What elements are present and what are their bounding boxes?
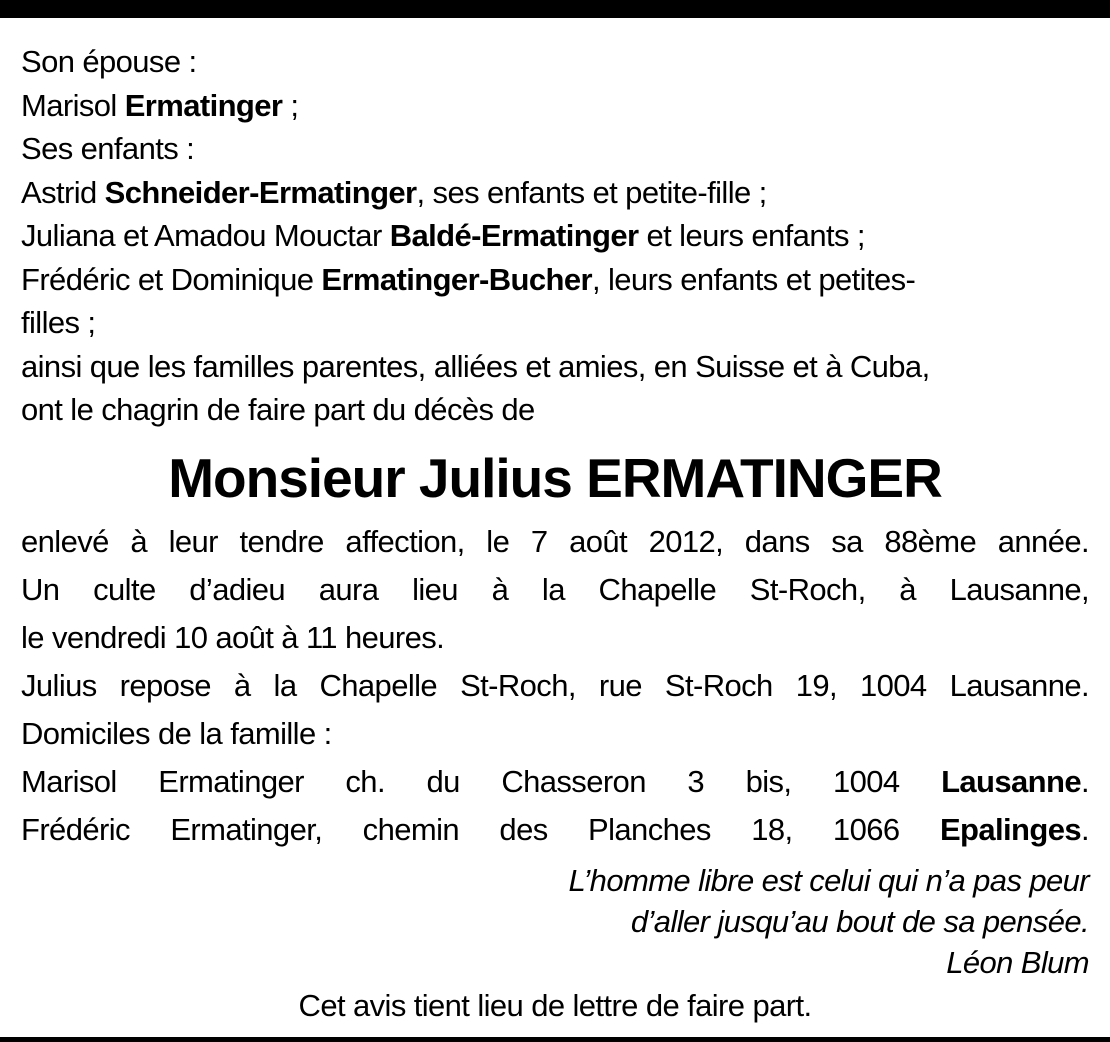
spouse-surname: Ermatinger <box>124 87 283 123</box>
family-line-child-frederic: Frédéric et Dominique Ermatinger-Bucher, leurs enfants et petites- <box>21 261 916 297</box>
family-line-announcement: ont le chagrin de faire part du décès de <box>21 392 535 427</box>
family-line-child-juliana: Juliana et Amadou Mouctar Baldé-Ermatinger et leurs enfants ; <box>21 218 865 253</box>
deceased-name: Monsieur Julius ERMATINGER <box>168 446 942 509</box>
detail-line-resting-place: Julius repose à la Chapelle St-Roch, rue St-Roch 19, 1004 Lausanne. <box>21 667 1089 703</box>
notice-footer: Cet avis tient lieu de lettre de faire part. <box>298 987 812 1023</box>
quote-line: L’homme libre est celui qui n’a pas peur <box>568 862 1089 898</box>
quote-line: d’aller jusqu’au bout de sa pensée. <box>630 903 1089 939</box>
obituary-notice <box>21 40 1089 1028</box>
detail-line-domicile-marisol: Marisol Ermatinger ch. du Chasseron 3 bis, 1004 Lausanne. <box>21 763 1089 799</box>
child-surname: Schneider-Ermatinger <box>104 174 417 210</box>
detail-line-domiciles-heading: Domiciles de la famille : <box>21 715 332 751</box>
detail-line-service: Un culte d’adieu aura lieu à la Chapelle St-Roch, à Lausanne, <box>21 571 1089 607</box>
bottom-border-rule <box>0 1037 1110 1042</box>
family-line-children-heading: Ses enfants : <box>21 131 195 166</box>
detail-line-domicile-frederic: Frédéric Ermatinger, chemin des Planches 18, 1066 Epalinges. <box>21 811 1089 847</box>
domicile-city: Lausanne <box>941 763 1081 799</box>
family-line-relatives: ainsi que les familles parentes, alliées et amies, en Suisse et à Cuba, <box>21 348 930 384</box>
family-line-continuation: filles ; <box>21 305 96 340</box>
detail-line-passing: enlevé à leur tendre affection, le 7 août 2012, dans sa 88ème année. <box>21 523 1089 559</box>
detail-line-service-date: le vendredi 10 août à 11 heures. <box>21 619 445 655</box>
child-surname: Ermatinger-Bucher <box>321 261 592 297</box>
child-surname: Baldé-Ermatinger <box>389 218 639 253</box>
top-border-rule <box>0 0 1110 18</box>
domicile-city: Epalinges <box>939 811 1081 847</box>
quote-author: Léon Blum <box>946 944 1089 980</box>
family-line-spouse-heading: Son épouse : <box>21 44 197 79</box>
family-line-spouse: Marisol Ermatinger ; <box>21 87 299 123</box>
family-line-child-astrid: Astrid Schneider-Ermatinger, ses enfants et petite-fille ; <box>21 174 767 210</box>
